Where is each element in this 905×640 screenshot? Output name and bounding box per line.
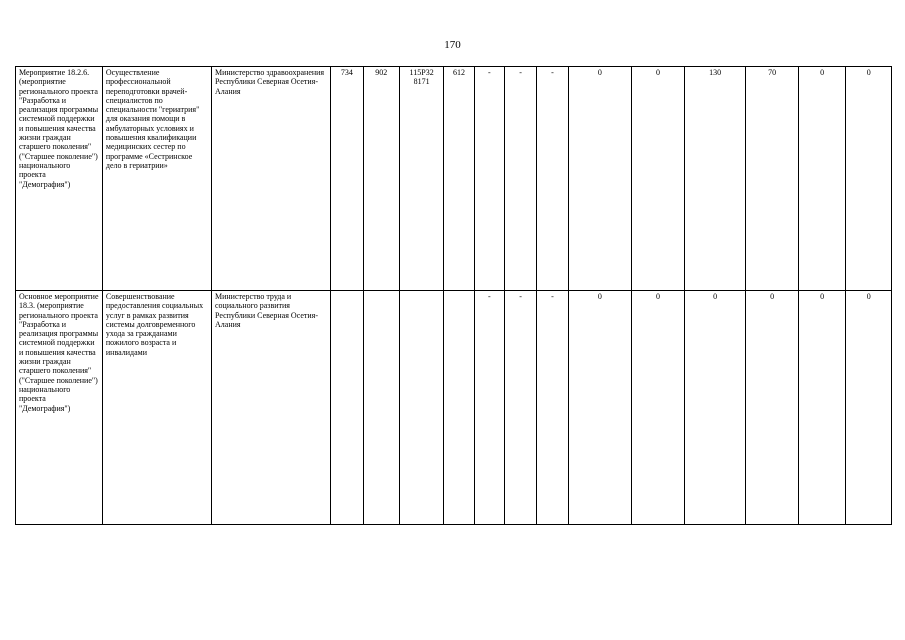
executor-cell: Министерство здравоохранения Республики Северная Осетия-Алания: [212, 67, 331, 291]
table-cell: 902: [363, 67, 399, 291]
table-cell: 0: [568, 291, 632, 525]
table-cell: 0: [798, 291, 845, 525]
measure-name-cell: Основное мероприятие 18.3. (мероприятие регионального проекта "Разработка и реализация программы системной поддержки и повышения качества жизни граждан старшего поколения" ("Старшее поколение") национального проекта "Демография"): [16, 291, 103, 525]
table-cell: 115Р32 8171: [399, 67, 443, 291]
table-cell: 0: [746, 291, 799, 525]
table-cell: 0: [568, 67, 632, 291]
measure-description-cell: Совершенствование предоставления социальных услуг в рамках развития системы долговременного ухода за гражданами пожилого возраста и инвалидами: [102, 291, 211, 525]
table-cell: 0: [632, 67, 685, 291]
table-cell: [363, 291, 399, 525]
measure-name-cell: Мероприятие 18.2.6. (мероприятие регионального проекта "Разработка и реализация программы системной поддержки и повышения качества жизни граждан старшего поколения" ("Старшее поколение") национального проекта "Демография"): [16, 67, 103, 291]
table-cell: -: [537, 67, 568, 291]
table-cell: [444, 291, 474, 525]
measure-description-cell: Осуществление профессиональной переподготовки врачей-специалистов по специальности "гериатрия" для оказания помощи в амбулаторных условиях и повышения квалификации медицинских сестер по программе «Сестринское дело в гериатрии»: [102, 67, 211, 291]
budget-table: [15, 66, 892, 525]
table-cell: 0: [798, 67, 845, 291]
table-row: [16, 67, 892, 291]
table-cell: [331, 291, 363, 525]
table-cell: 0: [846, 67, 892, 291]
table-cell: 130: [684, 67, 746, 291]
table-cell: 612: [444, 67, 474, 291]
table-cell: 70: [746, 67, 799, 291]
table-cell: 734: [331, 67, 363, 291]
table-cell: -: [474, 291, 504, 525]
table-cell: 0: [684, 291, 746, 525]
table-row: [16, 291, 892, 525]
table-cell: 0: [846, 291, 892, 525]
table-cell: -: [504, 291, 536, 525]
table-cell: -: [537, 291, 568, 525]
table-cell: -: [474, 67, 504, 291]
table-cell: 0: [632, 291, 685, 525]
page-number: 170: [444, 39, 461, 51]
table-cell: [399, 291, 443, 525]
table-cell: -: [504, 67, 536, 291]
executor-cell: Министерство труда и социального развития Республики Северная Осетия-Алания: [212, 291, 331, 525]
